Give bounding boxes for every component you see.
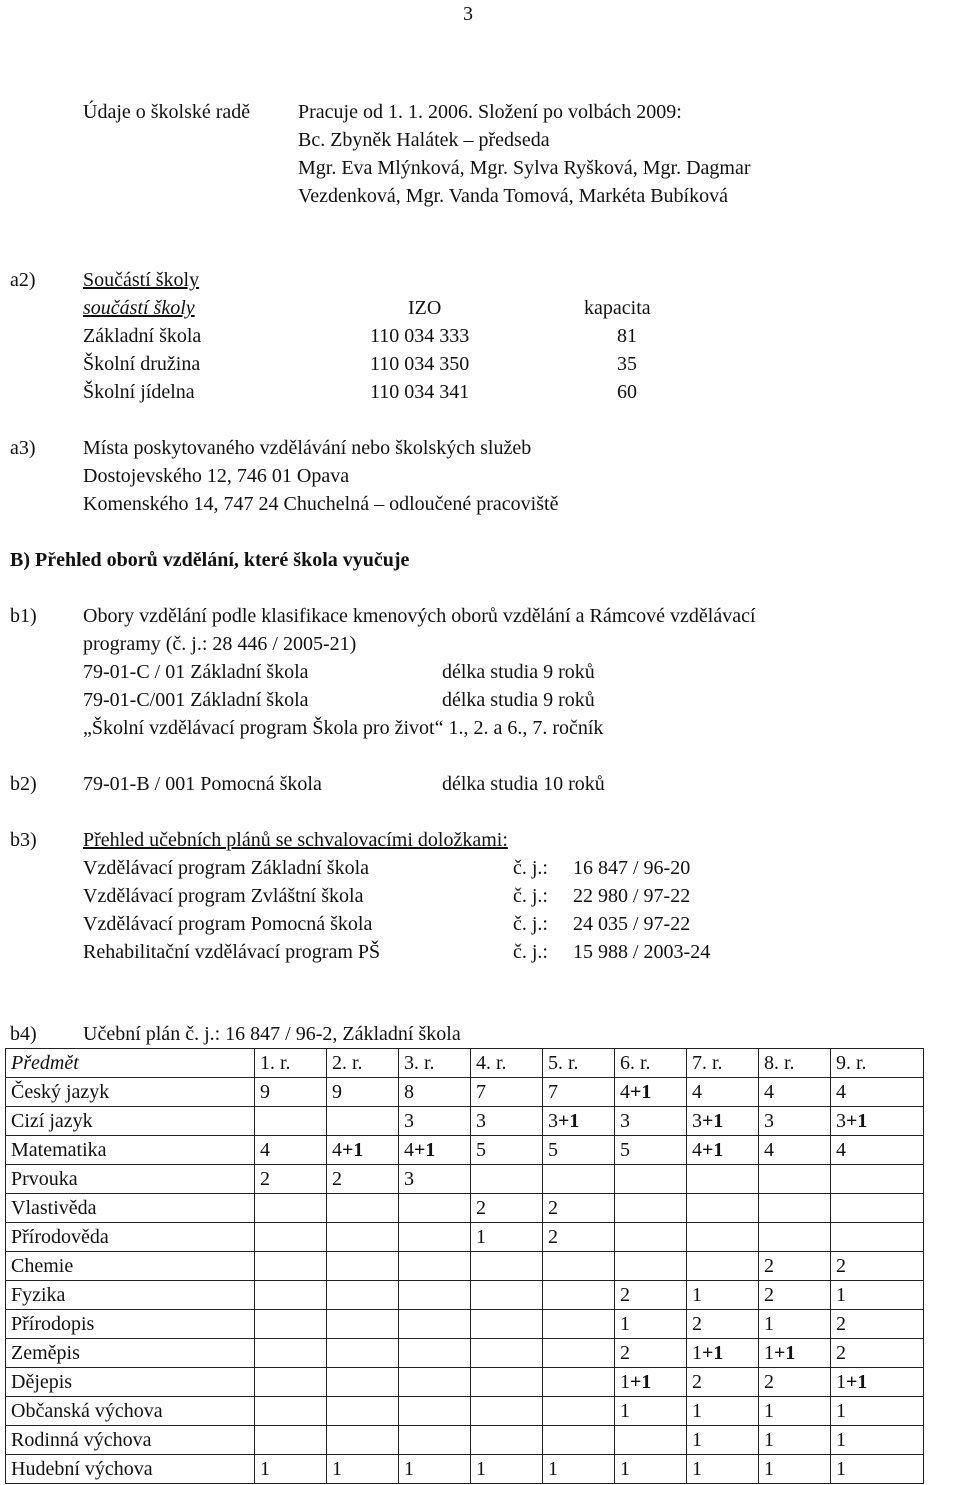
hours-cell: 1 [759,1426,831,1455]
extra-hours: +1 [630,1081,652,1103]
a2-col-capacity: kapacita [584,297,651,319]
subject-name: Chemie [6,1252,255,1281]
b3-marker: b3) [10,829,37,851]
hours-cell [327,1223,399,1252]
extra-hours: +1 [630,1371,652,1393]
hours-cell [255,1252,327,1281]
a2-row-name: Základní škola [83,325,202,347]
hours-cell [615,1165,687,1194]
hours-cell: 3 [615,1107,687,1136]
a3-line-1: Dostojevského 12, 746 01 Opava [83,465,350,487]
hours-cell: 2 [831,1310,924,1339]
header-year: 1. r. [255,1049,327,1078]
hours-cell [543,1252,615,1281]
hours-cell [471,1426,543,1455]
hours-cell: 1 [471,1223,543,1252]
table-header-row [6,1049,924,1078]
hours-cell [687,1165,759,1194]
rada-line-1: Pracuje od 1. 1. 2006. Složení po volbách 2009: [298,101,682,123]
hours-cell: 1 [687,1426,759,1455]
hours-cell: 4 [759,1078,831,1107]
hours-cell [471,1310,543,1339]
header-year: 5. r. [543,1049,615,1078]
hours-cell: 3 [399,1107,471,1136]
hours-cell [399,1397,471,1426]
table-row [6,1310,924,1339]
hours-cell: 1 [615,1310,687,1339]
b1-marker: b1) [10,605,37,627]
hours-cell [327,1339,399,1368]
b2-program: 79-01-B / 001 Pomocná škola [83,773,322,795]
b3-cj-number: 24 035 / 97-22 [573,913,691,935]
hours-cell: 2 [255,1165,327,1194]
header-year: 8. r. [759,1049,831,1078]
hours-cell [471,1281,543,1310]
hours-cell: 8 [399,1078,471,1107]
b1-svp: „Školní vzdělávací program Škola pro život“ 1., 2. a 6., 7. ročník [83,717,604,739]
b3-plan-name: Vzdělávací program Pomocná škola [83,913,373,935]
a2-col-izo: IZO [408,297,442,319]
header-year: 7. r. [687,1049,759,1078]
hours-cell: 2 [615,1281,687,1310]
hours-cell [543,1368,615,1397]
hours-cell: 1+1 [759,1339,831,1368]
subject-name: Prvouka [6,1165,255,1194]
a2-row-izo: 110 034 350 [370,353,470,375]
extra-hours: +1 [414,1139,436,1161]
hours-cell: 4 [831,1136,924,1165]
hours-cell: 5 [471,1136,543,1165]
hours-cell [831,1223,924,1252]
hours-cell [327,1252,399,1281]
a2-row-capacity: 35 [617,353,637,375]
header-year: 9. r. [831,1049,924,1078]
b4-marker: b4) [10,1023,37,1045]
hours-cell [471,1368,543,1397]
hours-cell: 9 [255,1078,327,1107]
hours-cell: 3 [759,1107,831,1136]
table-row [6,1252,924,1281]
hours-cell [615,1223,687,1252]
hours-cell [399,1368,471,1397]
header-year: 3. r. [399,1049,471,1078]
hours-cell [255,1339,327,1368]
subject-name: Vlastivěda [6,1194,255,1223]
hours-cell: 2 [759,1368,831,1397]
hours-cell [327,1281,399,1310]
hours-cell: 1 [831,1397,924,1426]
hours-cell [543,1165,615,1194]
hours-cell: 1 [327,1455,399,1484]
b3-plan-name: Vzdělávací program Základní škola [83,857,369,879]
hours-cell: 1 [471,1455,543,1484]
b4-heading: Učební plán č. j.: 16 847 / 96-2, Základní škola [83,1023,461,1045]
a3-line-2: Komenského 14, 747 24 Chuchelná – odloučené pracoviště [83,493,559,515]
hours-cell: 2 [687,1310,759,1339]
b1-program-2: 79-01-C/001 Základní škola [83,689,309,711]
b3-cj-number: 16 847 / 96-20 [573,857,691,879]
b1-program-1: 79-01-C / 01 Základní škola [83,661,309,683]
subject-name: Dějepis [6,1368,255,1397]
b1-line-1: Obory vzdělání podle klasifikace kmenových oborů vzdělání a Rámcové vzdělávací [83,605,756,627]
hours-cell [687,1194,759,1223]
b3-plan-name: Rehabilitační vzdělávací program PŠ [83,941,381,963]
table-row [6,1368,924,1397]
hours-cell [543,1339,615,1368]
hours-cell [543,1397,615,1426]
a2-col-name: součástí školy [83,297,195,319]
hours-cell [615,1194,687,1223]
hours-cell: 1 [759,1397,831,1426]
hours-cell: 9 [327,1078,399,1107]
hours-cell [831,1165,924,1194]
hours-cell: 4+1 [687,1136,759,1165]
hours-cell: 1 [615,1455,687,1484]
b3-cj-number: 22 980 / 97-22 [573,885,691,907]
table-row [6,1339,924,1368]
hours-cell [543,1426,615,1455]
hours-cell [399,1310,471,1339]
extra-hours: +1 [774,1342,796,1364]
b1-line-2: programy (č. j.: 28 446 / 2005-21) [83,633,357,655]
hours-cell [327,1194,399,1223]
hours-cell [255,1194,327,1223]
b3-plan-name: Vzdělávací program Zvláštní škola [83,885,364,907]
hours-cell [255,1397,327,1426]
hours-cell [255,1107,327,1136]
hours-cell: 5 [615,1136,687,1165]
table-row [6,1397,924,1426]
hours-cell: 2 [543,1194,615,1223]
hours-cell [615,1426,687,1455]
a2-row-capacity: 81 [617,325,637,347]
section-b-heading: B) Přehled oborů vzdělání, které škola vyučuje [10,549,410,571]
b3-cj-label: č. j.: [513,913,548,935]
extra-hours: +1 [558,1110,580,1132]
hours-cell [327,1397,399,1426]
hours-cell: 3+1 [831,1107,924,1136]
hours-cell [471,1397,543,1426]
hours-cell: 1+1 [831,1368,924,1397]
hours-cell: 1 [399,1455,471,1484]
hours-cell [687,1252,759,1281]
hours-cell [687,1223,759,1252]
hours-cell: 4 [831,1078,924,1107]
hours-cell [399,1281,471,1310]
b3-cj-number: 15 988 / 2003-24 [573,941,711,963]
table-row [6,1426,924,1455]
hours-cell: 7 [543,1078,615,1107]
hours-cell: 1 [543,1455,615,1484]
subject-name: Přírodopis [6,1310,255,1339]
hours-cell: 3 [471,1107,543,1136]
hours-cell: 2 [831,1252,924,1281]
extra-hours: +1 [702,1110,724,1132]
table-row [6,1136,924,1165]
hours-cell [327,1426,399,1455]
b2-duration: délka studia 10 roků [442,773,605,795]
hours-cell: 3 [399,1165,471,1194]
table-row [6,1194,924,1223]
subject-name: Český jazyk [6,1078,255,1107]
rada-line-2: Bc. Zbyněk Halátek – předseda [298,129,550,151]
b3-heading: Přehled učebních plánů se schvalovacími doložkami: [83,829,508,851]
extra-hours: +1 [846,1110,868,1132]
hours-cell [759,1194,831,1223]
a3-marker: a3) [10,437,36,459]
hours-cell: 2 [831,1339,924,1368]
hours-cell: 2 [615,1339,687,1368]
hours-cell: 1 [831,1455,924,1484]
subject-name: Rodinná výchova [6,1426,255,1455]
extra-hours: +1 [342,1139,364,1161]
a2-row-izo: 110 034 341 [370,381,470,403]
subject-name: Občanská výchova [6,1397,255,1426]
subject-name: Matematika [6,1136,255,1165]
hours-cell: 1 [759,1455,831,1484]
extra-hours: +1 [846,1371,868,1393]
table-row [6,1078,924,1107]
hours-cell: 1 [687,1397,759,1426]
hours-cell: 2 [759,1252,831,1281]
subject-name: Zeměpis [6,1339,255,1368]
b2-marker: b2) [10,773,37,795]
page-number: 3 [463,3,473,25]
hours-cell: 3+1 [687,1107,759,1136]
a2-row-name: Školní družina [83,353,201,375]
hours-cell: 1 [615,1397,687,1426]
hours-cell [399,1426,471,1455]
hours-cell [255,1426,327,1455]
hours-cell: 5 [543,1136,615,1165]
hours-cell: 4+1 [615,1078,687,1107]
hours-cell: 1 [687,1281,759,1310]
header-subject: Předmět [6,1049,255,1078]
b1-duration-2: délka studia 9 roků [442,689,595,711]
hours-cell [255,1368,327,1397]
hours-cell [327,1368,399,1397]
b3-cj-label: č. j.: [513,857,548,879]
hours-cell: 3+1 [543,1107,615,1136]
subject-name: Fyzika [6,1281,255,1310]
rada-line-4: Vezdenková, Mgr. Vanda Tomová, Markéta Bubíková [298,185,728,207]
hours-cell: 4+1 [399,1136,471,1165]
extra-hours: +1 [702,1342,724,1364]
hours-cell: 2 [543,1223,615,1252]
hours-cell [399,1194,471,1223]
hours-cell: 2 [687,1368,759,1397]
hours-cell: 4 [759,1136,831,1165]
rada-line-3: Mgr. Eva Mlýnková, Mgr. Sylva Ryšková, Mgr. Dagmar [298,157,751,179]
hours-cell [543,1281,615,1310]
hours-cell [543,1310,615,1339]
hours-cell [327,1107,399,1136]
hours-cell [255,1281,327,1310]
hours-cell: 4 [687,1078,759,1107]
b3-cj-label: č. j.: [513,941,548,963]
header-year: 4. r. [471,1049,543,1078]
subject-name: Přírodověda [6,1223,255,1252]
rada-label: Údaje o školské radě [83,101,251,123]
a2-row-name: Školní jídelna [83,381,195,403]
subject-name: Cizí jazyk [6,1107,255,1136]
hours-cell [255,1223,327,1252]
a3-heading: Místa poskytovaného vzdělávání nebo školských služeb [83,437,532,459]
hours-cell: 1+1 [615,1368,687,1397]
table-row [6,1165,924,1194]
hours-cell: 1+1 [687,1339,759,1368]
hours-cell [471,1165,543,1194]
a2-heading: Součástí školy [83,269,200,291]
table-row [6,1281,924,1310]
hours-cell [831,1194,924,1223]
hours-cell: 2 [471,1194,543,1223]
hours-cell [399,1339,471,1368]
hours-cell: 1 [831,1426,924,1455]
extra-hours: +1 [702,1139,724,1161]
hours-cell [615,1252,687,1281]
hours-cell: 4 [255,1136,327,1165]
hours-cell [255,1310,327,1339]
hours-cell: 2 [327,1165,399,1194]
b3-cj-label: č. j.: [513,885,548,907]
hours-cell [399,1223,471,1252]
header-year: 6. r. [615,1049,687,1078]
hours-cell: 2 [759,1281,831,1310]
hours-cell [399,1252,471,1281]
hours-cell: 1 [759,1310,831,1339]
a2-marker: a2) [10,269,36,291]
hours-cell: 1 [255,1455,327,1484]
hours-cell [327,1310,399,1339]
hours-cell: 7 [471,1078,543,1107]
hours-cell: 1 [687,1455,759,1484]
header-year: 2. r. [327,1049,399,1078]
hours-cell [471,1252,543,1281]
curriculum-table [5,1048,924,1484]
hours-cell [759,1165,831,1194]
table-row [6,1107,924,1136]
table-row [6,1223,924,1252]
hours-cell: 4+1 [327,1136,399,1165]
a2-row-izo: 110 034 333 [370,325,470,347]
subject-name: Hudební výchova [6,1455,255,1484]
a2-row-capacity: 60 [617,381,637,403]
hours-cell: 1 [831,1281,924,1310]
b1-duration-1: délka studia 9 roků [442,661,595,683]
hours-cell [759,1223,831,1252]
hours-cell [471,1339,543,1368]
table-row [6,1455,924,1484]
